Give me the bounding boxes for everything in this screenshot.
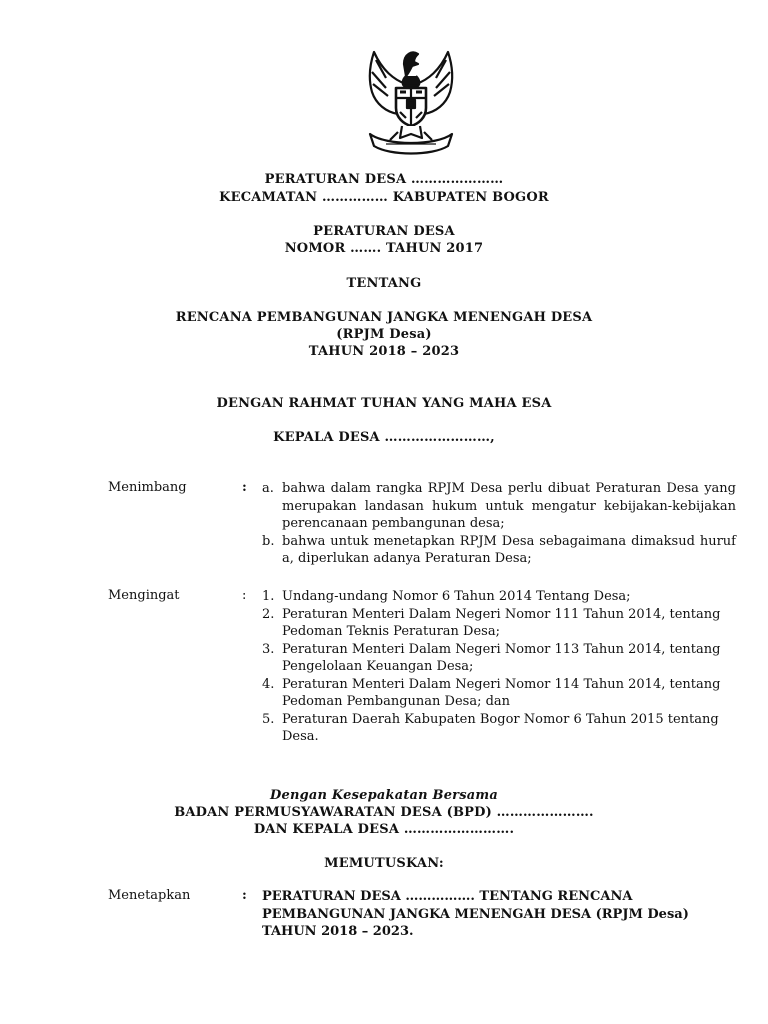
kesepakatan-heading: Dengan Kesepakatan Bersama bbox=[270, 788, 498, 803]
title-rpjm: (RPJM Desa) bbox=[336, 327, 432, 342]
kesepakatan-bpd: BADAN PERMUSYAWARATAN DESA (BPD) …………………. bbox=[174, 805, 594, 820]
title-peraturan-desa: PERATURAN DESA ………………… bbox=[264, 172, 504, 187]
title-rencana: RENCANA PEMBANGUNAN JANGKA MENENGAH DESA bbox=[175, 310, 593, 325]
title-tahun: TAHUN 2018 – 2023 bbox=[308, 344, 460, 359]
mengingat-label: Mengingat bbox=[108, 588, 180, 603]
list-item: b. bahwa untuk menetapkan RPJM Desa sebagaimana dimaksud huruf a, diperlukan adanya Peraturan Desa; bbox=[262, 533, 736, 566]
title-tentang: TENTANG bbox=[346, 276, 422, 291]
list-item: 2. Peraturan Menteri Dalam Negeri Nomor 111 Tahun 2014, tentang Pedoman Teknis Peraturan Desa; bbox=[262, 606, 721, 639]
list-item: a. bahwa dalam rangka RPJM Desa perlu dibuat Peraturan Desa yang merupakan landasan hukum untuk mengatur kebijakan-kebijakan perencanaan pembangunan desa; bbox=[262, 481, 736, 531]
title-kepala-desa: KEPALA DESA ……………………, bbox=[273, 430, 495, 445]
menimbang-colon: : bbox=[242, 480, 247, 495]
kesepakatan-kepala-desa: DAN KEPALA DESA ……………………. bbox=[253, 822, 515, 837]
list-item: 1. Undang-undang Nomor 6 Tahun 2014 Tentang Desa; bbox=[262, 589, 631, 604]
garuda-emblem-icon bbox=[356, 34, 466, 159]
menimbang-label: Menimbang bbox=[108, 480, 187, 495]
title-kecamatan: KECAMATAN …………… KABUPATEN BOGOR bbox=[219, 190, 549, 205]
title-rahmat: DENGAN RAHMAT TUHAN YANG MAHA ESA bbox=[216, 396, 552, 411]
menetapkan-label: Menetapkan bbox=[108, 888, 191, 903]
title-nomor: NOMOR ……. TAHUN 2017 bbox=[284, 241, 484, 256]
mengingat-colon: : bbox=[242, 588, 247, 603]
title-peraturan-desa-2: PERATURAN DESA bbox=[313, 224, 455, 239]
menetapkan-text: PERATURAN DESA ……………. TENTANG RENCANA PEMBANGUNAN JANGKA MENENGAH DESA (RPJM Desa) TAHUN 2018 – 2023. bbox=[262, 889, 689, 939]
menimbang-list bbox=[262, 480, 736, 568]
memutuskan-heading: MEMUTUSKAN: bbox=[324, 856, 444, 871]
list-item: 5. Peraturan Daerah Kabupaten Bogor Nomor 6 Tahun 2015 tentang Desa. bbox=[262, 711, 719, 744]
list-item: 3. Peraturan Menteri Dalam Negeri Nomor 113 Tahun 2014, tentang Pengelolaan Keuangan Desa; bbox=[262, 641, 721, 674]
list-item: 4. Peraturan Menteri Dalam Negeri Nomor 114 Tahun 2014, tentang Pedoman Pembangunan Desa; dan bbox=[262, 676, 721, 709]
menetapkan-colon: : bbox=[242, 888, 247, 903]
mengingat-list bbox=[262, 588, 736, 746]
